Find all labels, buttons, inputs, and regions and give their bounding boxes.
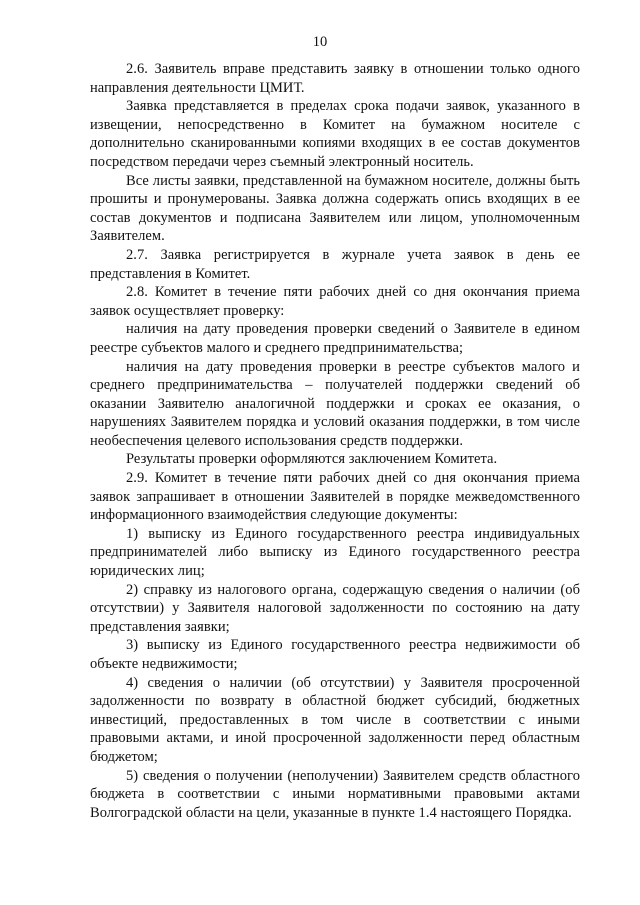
paragraph-support-registry-check: наличия на дату проведения проверки в реестре субъектов малого и среднего предпринимательства – получателей поддержки сведений об оказании Заявителю аналогичной поддержки и сроках ее оказания, о нарушениях Заявителем порядка и условий оказания поддержки, в том числе необеспечения целевого использования средств поддержки. (90, 358, 580, 449)
paragraph-submission: Заявка представляется в пределах срока подачи заявок, указанного в извещении, непосредственно в Комитет на бумажном носителе с дополнительно сканированными копиями входящих в ее состав документов посредством передачи через съемный электронный носитель. (90, 98, 580, 170)
paragraph-2-9: 2.9. Комитет в течение пяти рабочих дней со дня окончания приема заявок запрашивает в отношении Заявителей в порядке межведомственного информационного взаимодействия следующие документы: (90, 470, 580, 524)
paragraph-sheets: Все листы заявки, представленной на бумажном носителе, должны быть прошиты и пронумерованы. Заявка должна содержать опись входящих в ее состав документов и подписана Заявителем или лицом, уполномоченным Заявителем. (90, 172, 580, 245)
paragraph-results: Результаты проверки оформляются заключением Комитета. (126, 451, 498, 468)
page-number: 10 (312, 34, 328, 50)
list-item-2: 2) справку из налогового органа, содержащую сведения о наличии (об отсутствии) у Заявителя налоговой задолженности по состоянию на дату представления заявки; (90, 581, 580, 635)
paragraph-2-6: 2.6. Заявитель вправе представить заявку в отношении только одного направления деятельности ЦМИТ. (90, 61, 580, 96)
list-item-1: 1) выписку из Единого государственного реестра индивидуальных предпринимателей либо выписку из Единого государственного реестра юридических лиц; (90, 525, 580, 580)
paragraph-2-7: 2.7. Заявка регистрируется в журнале учета заявок в день ее представления в Комитет. (90, 246, 580, 282)
list-item-5: 5) сведения о получении (неполучении) Заявителем средств областного бюджета в соответствии с иными нормативными правовыми актами Волгоградской области на цели, указанные в пункте 1.4 настоящего Порядка. (90, 767, 580, 821)
list-item-4: 4) сведения о наличии (об отсутствии) у Заявителя просроченной задолженности по возврату в областной бюджет субсидий, бюджетных инвестиций, предоставленных в том числе в соответствии с иными правовыми актами, и иной просроченной задолженности перед областным бюджетом; (90, 674, 580, 765)
paragraph-registry-check: наличия на дату проведения проверки сведений о Заявителе в едином реестре субъектов малого и среднего предпринимательства; (90, 321, 580, 356)
paragraph-2-8: 2.8. Комитет в течение пяти рабочих дней со дня окончания приема заявок осуществляет проверку: (90, 284, 580, 319)
list-item-3: 3) выписку из Единого государственного реестра недвижимости об объекте недвижимости; (90, 637, 580, 672)
document-body (90, 60, 580, 822)
